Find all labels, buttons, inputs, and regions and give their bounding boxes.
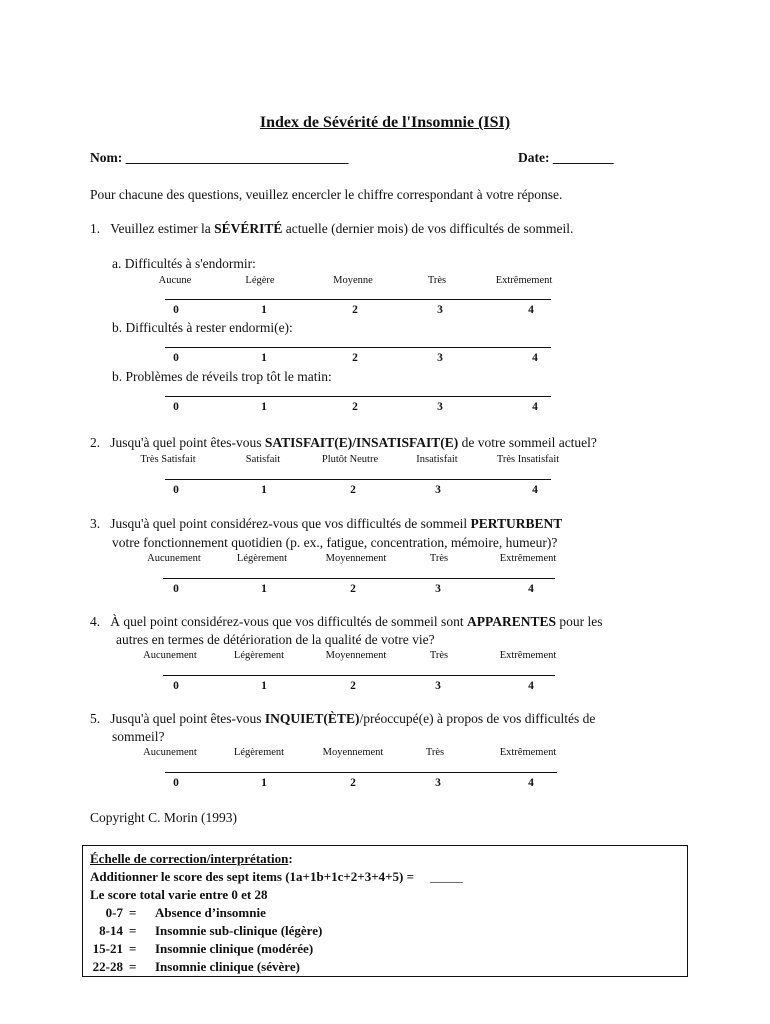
score-option[interactable]: 1 (261, 352, 267, 364)
date-field[interactable] (518, 150, 614, 166)
scale-label: Légère (245, 275, 275, 286)
question-1-post: actuelle (dernier mois) de vos difficultés de sommeil. (282, 221, 574, 236)
page-title: Index de Sévérité de l'Insomnie (ISI) (259, 114, 511, 131)
date-label: Date: (518, 150, 550, 165)
score-option[interactable]: 2 (350, 583, 356, 595)
scale-label: Aucunement (143, 747, 197, 758)
score-option[interactable]: 1 (261, 680, 267, 692)
question-4 (90, 614, 602, 630)
scoring-header-colon: : (288, 851, 293, 866)
question-1-pre: Veuillez estimer la (110, 221, 215, 236)
name-field[interactable] (90, 150, 348, 166)
scale-label: Légèrement (236, 553, 288, 564)
range-value: 0-7 (105, 905, 123, 920)
scale-label: Aucunement (147, 553, 201, 564)
scoring-header (90, 851, 293, 867)
range-eq: = (129, 941, 137, 956)
scale-label: Aucune (158, 275, 192, 286)
scale-label: Moyennement (322, 747, 384, 758)
scale-label: Très Satisfait (140, 454, 196, 465)
question-3-line2: votre fonctionnement quotidien (p. ex., fatigue, concentration, mémoire, humeur)? (112, 535, 558, 550)
score-option[interactable]: 1 (261, 401, 267, 413)
scale-label: Légèrement (233, 747, 285, 758)
scoring-sum-text: Additionner le score des sept items (1a+1b+1c+2+3+4+5) = (90, 869, 414, 884)
range-eq: = (129, 923, 137, 938)
scale-label: Aucunement (143, 650, 197, 661)
score-option[interactable]: 0 (173, 401, 179, 413)
scale-line (165, 772, 557, 773)
scale-labels-3 (0, 553, 770, 566)
score-option[interactable]: 2 (352, 304, 358, 316)
score-option[interactable]: 2 (350, 680, 356, 692)
scale-label: Légèrement (233, 650, 285, 661)
score-option[interactable]: 0 (173, 583, 179, 595)
question-4-keyword: APPARENTES (466, 614, 556, 629)
scale-line (163, 578, 555, 579)
question-4-post: pour les (555, 614, 603, 629)
question-5-number: 5. (90, 711, 101, 726)
question-5-pre: Jusqu'à quel point êtes-vous (110, 711, 265, 726)
question-4-number: 4. (90, 614, 101, 629)
scale-numbers-1a (0, 304, 770, 318)
score-option[interactable]: 4 (532, 484, 538, 496)
question-2-post: de votre sommeil actuel? (458, 435, 597, 450)
scale-labels-1a (0, 275, 770, 288)
score-option[interactable]: 3 (437, 352, 443, 364)
scoring-sum-blank[interactable]: _____ (430, 869, 463, 884)
scale-numbers-1b (0, 352, 770, 366)
scale-label: Très (429, 553, 449, 564)
question-1-keyword: SÉVÉRITÉ (214, 221, 283, 236)
score-option[interactable]: 4 (528, 583, 534, 595)
question-1a: a. Difficultés à s'endormir: (112, 256, 256, 271)
question-1b: b. Difficultés à rester endormi(e): (112, 320, 293, 335)
score-option[interactable]: 3 (435, 777, 441, 789)
scale-label: Extrêmement (499, 747, 557, 758)
score-option[interactable]: 4 (532, 401, 538, 413)
scale-line (165, 396, 551, 397)
question-1-number: 1. (90, 221, 101, 236)
scale-label: Insatisfait (416, 454, 458, 465)
range-eq: = (129, 905, 137, 920)
scale-label: Très (429, 650, 449, 661)
scale-label: Satisfait (245, 454, 281, 465)
score-option[interactable]: 0 (173, 777, 179, 789)
score-option[interactable]: 1 (261, 304, 267, 316)
score-option[interactable]: 2 (352, 401, 358, 413)
score-option[interactable]: 0 (173, 680, 179, 692)
scale-labels-2 (0, 454, 770, 467)
scale-line (165, 347, 551, 348)
instructions: Pour chacune des questions, veuillez encercler le chiffre correspondant à votre réponse. (90, 187, 563, 202)
score-option[interactable]: 3 (437, 401, 443, 413)
scale-line (165, 479, 551, 480)
score-option[interactable]: 0 (173, 484, 179, 496)
question-2-keyword: SATISFAIT(E)/INSATISFAIT(E) (264, 435, 459, 450)
question-3 (90, 516, 562, 532)
score-option[interactable]: 4 (528, 304, 534, 316)
scale-label: Extrêmement (499, 553, 557, 564)
scale-label: Extrêmement (499, 650, 557, 661)
scale-labels-4 (0, 650, 770, 663)
question-1c: b. Problèmes de réveils trop tôt le matin: (112, 369, 332, 384)
scale-labels-5 (0, 747, 770, 760)
score-option[interactable]: 4 (528, 680, 534, 692)
question-2-number: 2. (90, 435, 101, 450)
score-option[interactable]: 3 (435, 680, 441, 692)
date-blank[interactable]: _________ (552, 150, 614, 165)
range-label: Insomnie clinique (modérée) (155, 941, 314, 956)
scale-label: Très (427, 275, 447, 286)
scale-label: Plutôt Neutre (321, 454, 379, 465)
score-option[interactable]: 1 (261, 777, 267, 789)
scale-numbers-5 (0, 777, 770, 791)
scale-label: Moyenne (333, 275, 373, 286)
question-5-post: /préoccupé(e) à propos de vos difficultés de (359, 711, 596, 726)
question-2 (90, 435, 597, 451)
scale-label: Très (425, 747, 445, 758)
scoring-range-note: Le score total varie entre 0 et 28 (90, 887, 268, 902)
score-option[interactable]: 1 (261, 484, 267, 496)
range-eq: = (129, 959, 137, 974)
question-1 (90, 221, 573, 237)
question-3-number: 3. (90, 516, 101, 531)
scoring-sum-line (90, 869, 463, 885)
scale-numbers-2 (0, 484, 770, 498)
question-2-pre: Jusqu'à quel point êtes-vous (110, 435, 265, 450)
scale-label: Moyennement (325, 553, 387, 564)
scoring-box (82, 845, 688, 977)
scale-line (163, 675, 555, 676)
score-option[interactable]: 3 (437, 304, 443, 316)
question-3-keyword: PERTURBENT (470, 516, 563, 531)
question-4-line2: autres en termes de détérioration de la qualité de votre vie? (116, 632, 435, 647)
question-4-pre: À quel point considérez-vous que vos difficultés de sommeil sont (110, 614, 467, 629)
score-option[interactable]: 0 (173, 304, 179, 316)
score-option[interactable]: 4 (528, 777, 534, 789)
name-label: Nom: (90, 150, 123, 165)
scale-label: Extrêmement (495, 275, 553, 286)
range-label: Insomnie clinique (sévère) (155, 959, 300, 974)
score-option[interactable]: 2 (352, 352, 358, 364)
score-option[interactable]: 2 (350, 777, 356, 789)
scoring-header-text: Échelle de correction/interprétation (90, 851, 289, 866)
range-label: Absence d’insomnie (155, 905, 266, 920)
range-label: Insomnie sub-clinique (légère) (155, 923, 323, 938)
name-blank[interactable]: _________________________________ (125, 150, 349, 165)
score-option[interactable]: 0 (173, 352, 179, 364)
scale-line (165, 299, 551, 300)
score-option[interactable]: 1 (261, 583, 267, 595)
score-option[interactable]: 2 (350, 484, 356, 496)
scale-numbers-4 (0, 680, 770, 694)
question-3-pre: Jusqu'à quel point considérez-vous que vos difficultés de sommeil (110, 516, 471, 531)
question-5-keyword: INQUIET(ÈTE) (264, 711, 360, 726)
scale-numbers-1c (0, 401, 770, 415)
scale-numbers-3 (0, 583, 770, 597)
scale-label: Moyennement (325, 650, 387, 661)
range-value: 22-28 (92, 959, 123, 974)
score-option[interactable]: 3 (435, 484, 441, 496)
scale-label: Très Insatisfait (496, 454, 560, 465)
score-option[interactable]: 3 (435, 583, 441, 595)
question-5-line2: sommeil? (112, 729, 165, 744)
range-value: 15-21 (92, 941, 123, 956)
range-value: 8-14 (99, 923, 123, 938)
copyright: Copyright C. Morin (1993) (90, 810, 237, 825)
score-option[interactable]: 4 (532, 352, 538, 364)
question-5 (90, 711, 595, 727)
